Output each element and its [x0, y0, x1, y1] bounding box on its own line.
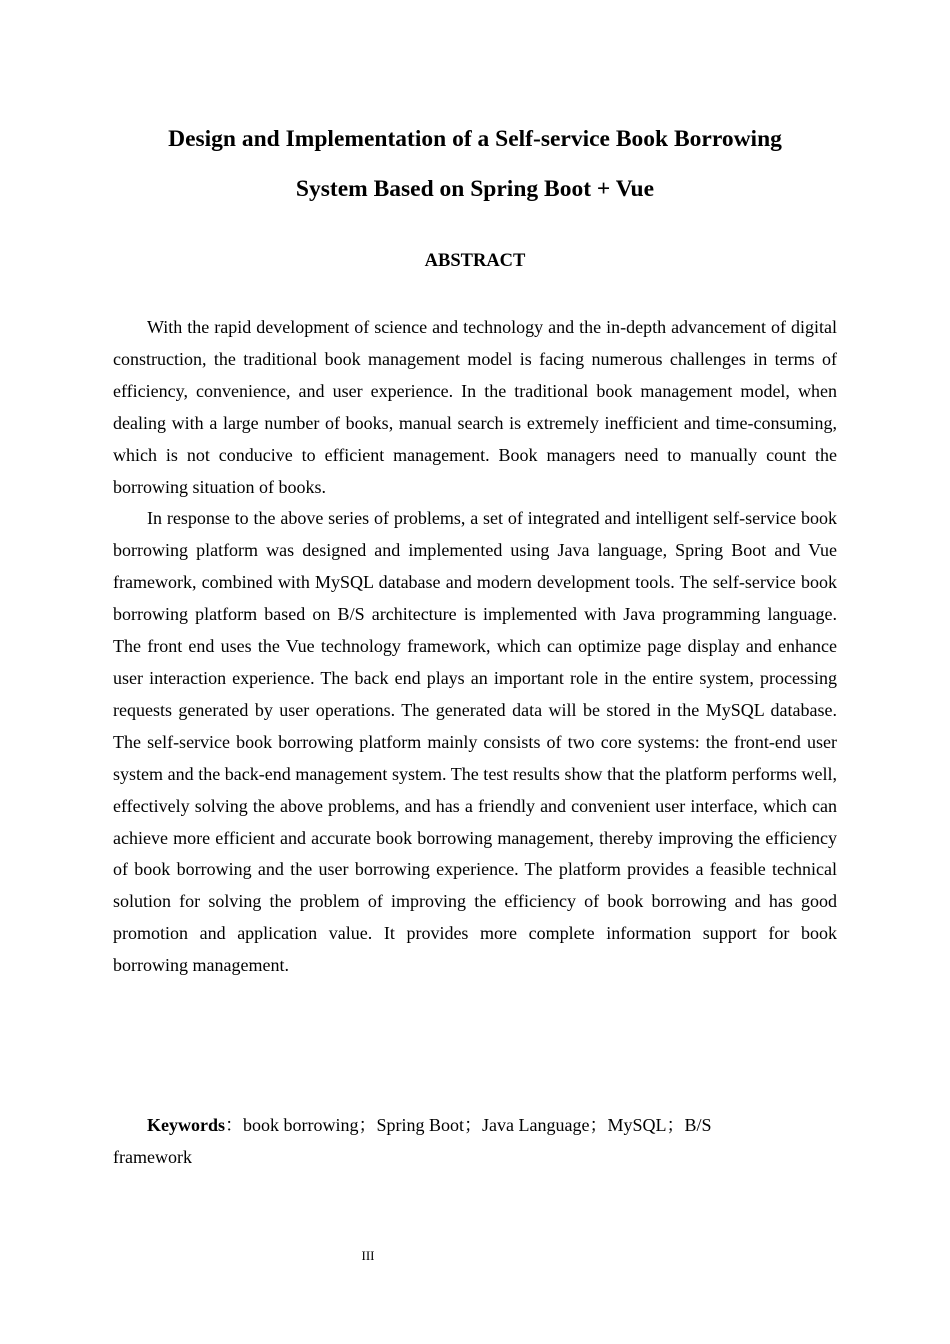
abstract-paragraph-1: With the rapid development of science and technology and the in-depth advancement of digital construction, the traditional book management model is facing numerous challenges in terms of efficiency, convenience, and user experience. In the traditional book management model, when dealing with a large number of books, manual search is extremely inefficient and time-consuming, which is not conducive to efficient management. Book managers need to manually count the borrowing situation of books.	[113, 317, 837, 497]
abstract-body	[113, 312, 837, 982]
paper-title	[113, 114, 837, 214]
abstract-heading: ABSTRACT	[424, 251, 526, 271]
abstract-paragraph-2: In response to the above series of problems, a set of integrated and intelligent self-service book borrowing platform was designed and implemented using Java language, Spring Boot and Vue framework, combined with MySQL database and modern development tools. The self-service book borrowing platform based on B/S architecture is implemented with Java programming language. The front end uses the Vue technology framework, which can optimize page display and enhance user interaction experience. The back end plays an important role in the entire system, processing requests generated by user operations. The generated data will be stored in the MySQL database. The self-service book borrowing platform mainly consists of two core systems: the front-end user system and the back-end management system. The test results show that the platform performs well, effectively solving the above problems, and has a friendly and convenient user interface, which can achieve more efficient and accurate book borrowing management, thereby improving the efficiency of book borrowing and the user borrowing experience. The platform provides a feasible technical solution for solving the problem of improving the efficiency of book borrowing and has good promotion and application value. It provides more complete information support for book borrowing management.	[113, 508, 837, 976]
keywords-label: Keywords	[147, 1115, 225, 1135]
keywords-separator: ：	[225, 1115, 243, 1135]
keywords-line	[113, 1110, 763, 1174]
page-number: III	[361, 1248, 375, 1263]
paper-title-line-1: Design and Implementation of a Self-service Book Borrowing	[168, 126, 782, 152]
keywords-text: book borrowing；Spring Boot；Java Language；MySQL；B/S framework	[113, 1115, 712, 1167]
paper-title-line-2: System Based on Spring Boot + Vue	[295, 176, 655, 202]
